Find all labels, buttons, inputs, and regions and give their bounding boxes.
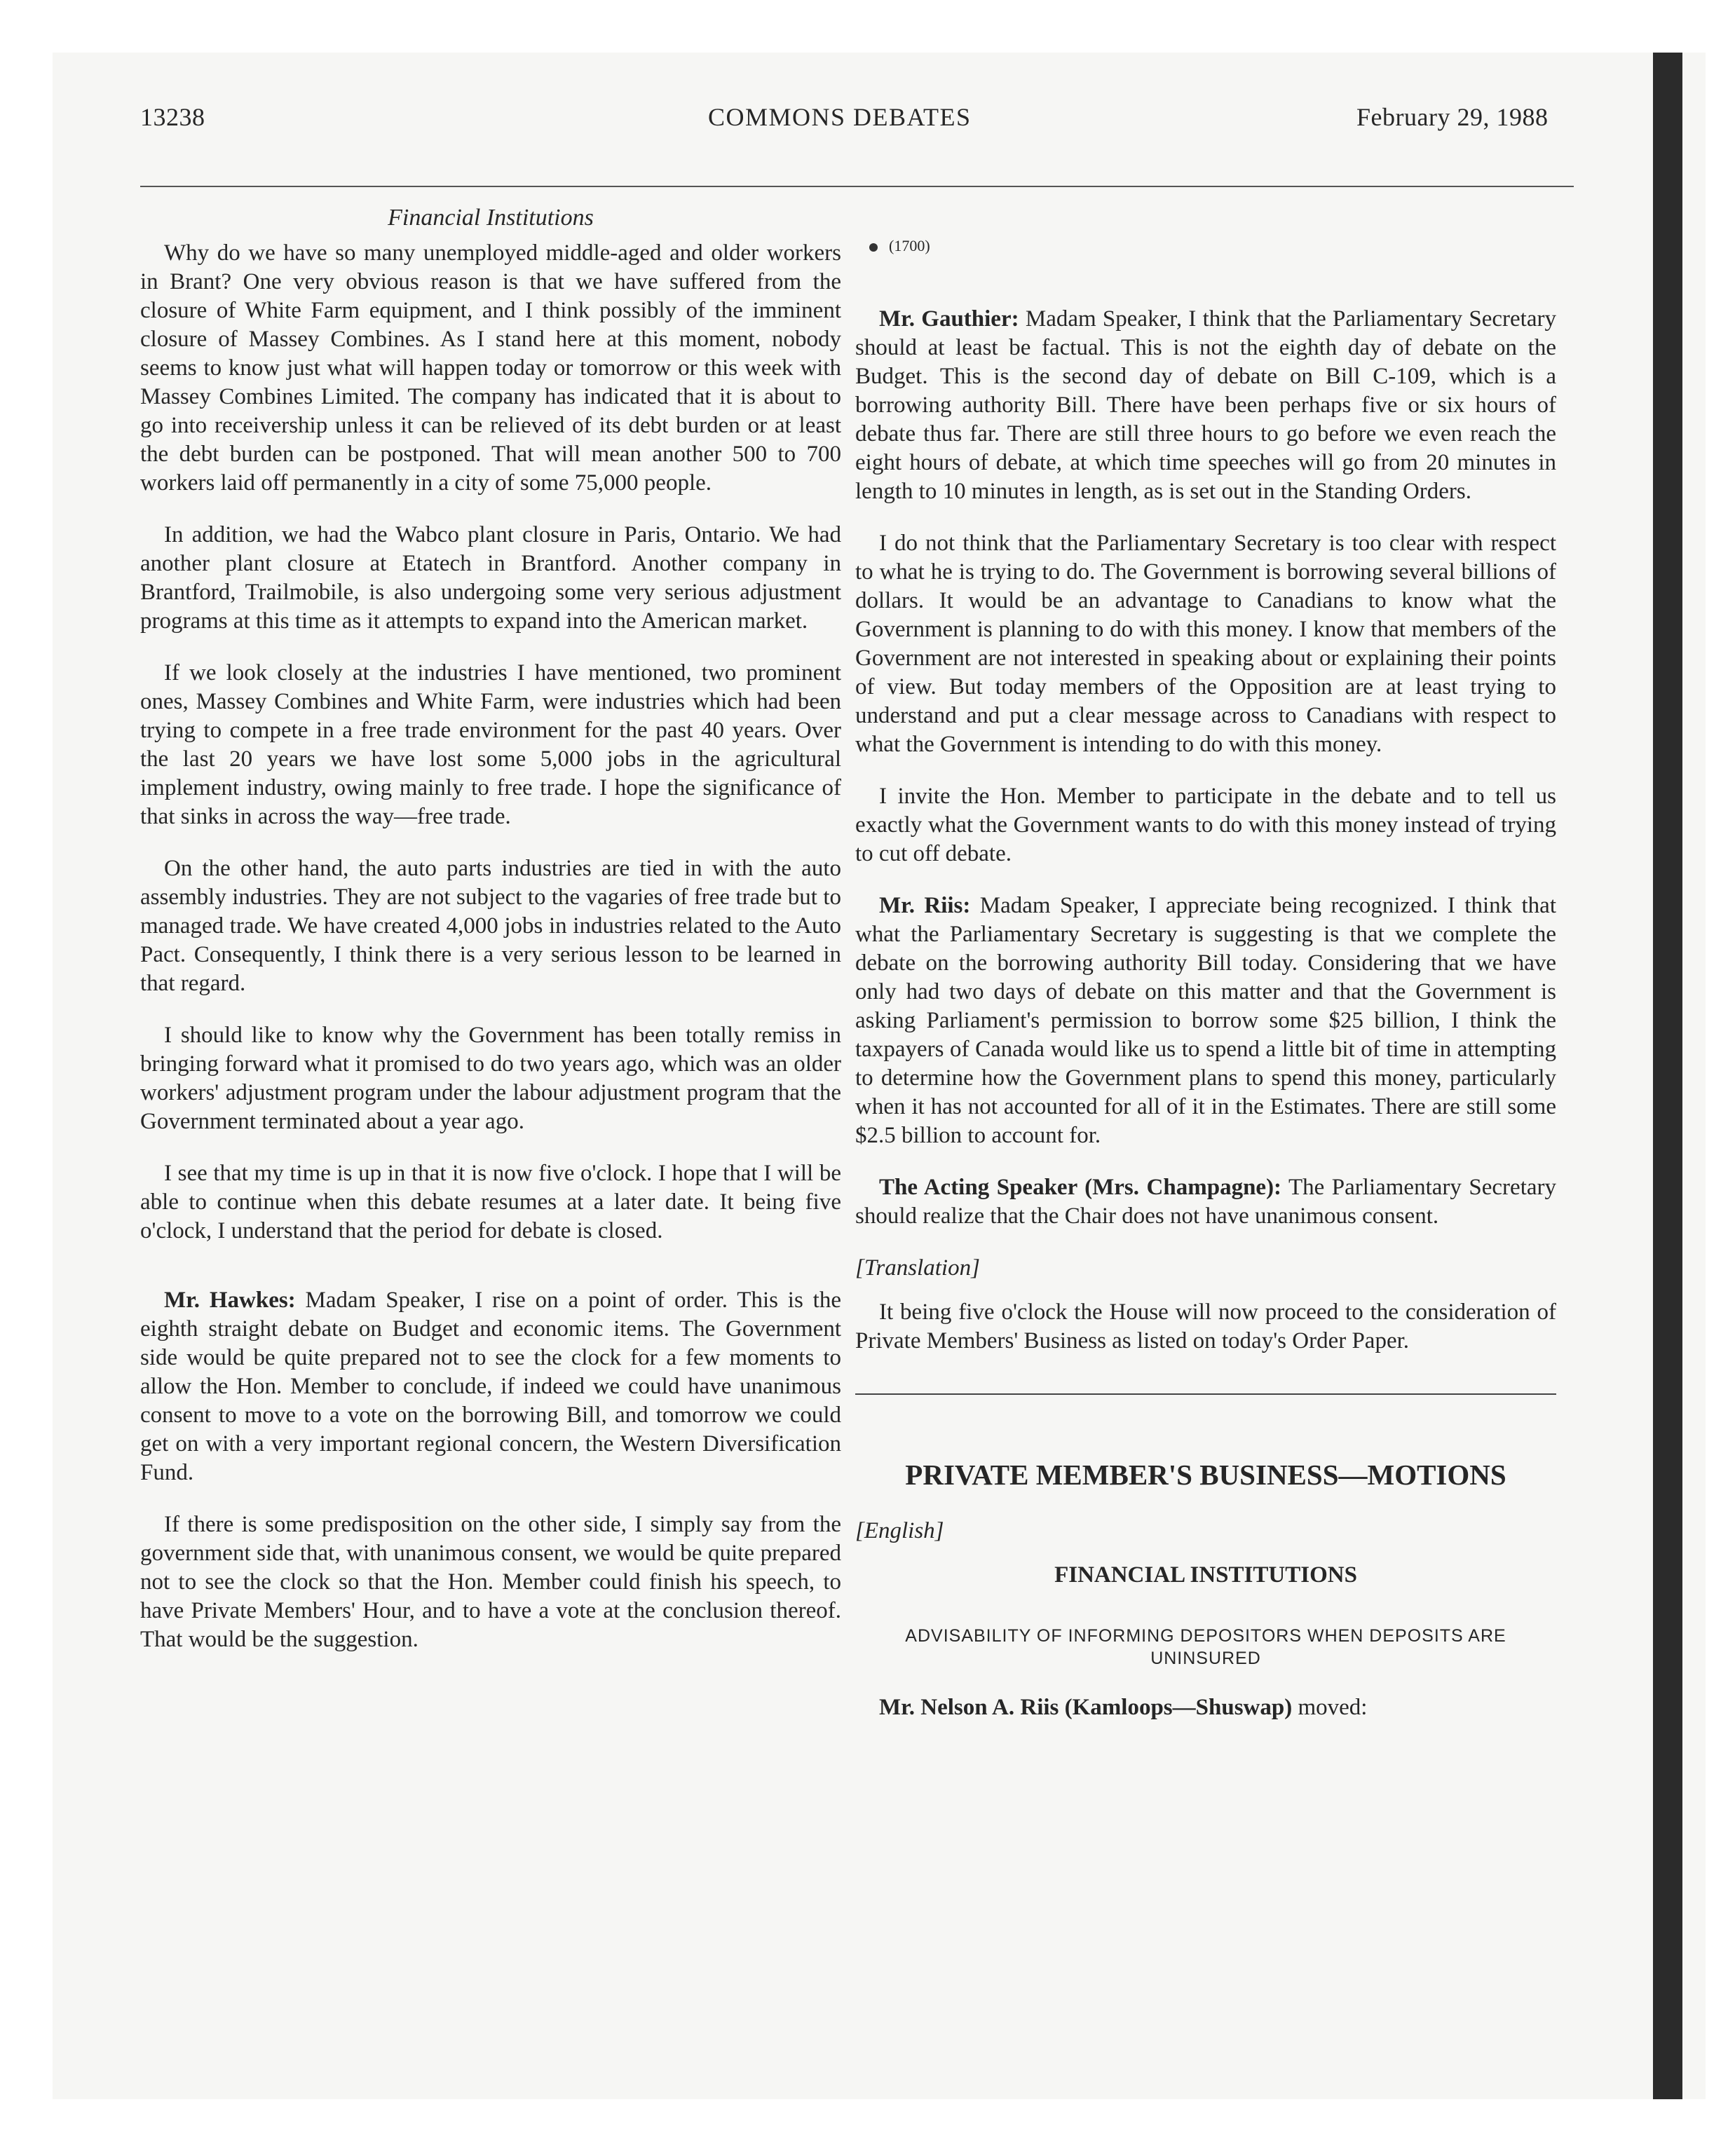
speech-paragraph: [855, 305, 1556, 506]
speaker-name: Mr. Nelson A. Riis (Kamloops—Shuswap): [879, 1695, 1293, 1720]
speech-text: Madam Speaker, I think that the Parliamentary Secretary should at least be factual. This is not the eighth day of debate on the Budget. This is the second day of debate on Bill C-109, which is a borrowing authority Bill. There have been perhaps five or six hours of debate thus far. There are still three hours to go before we even reach the eight hours of debate, at which time speeches will go from 20 minutes in length to 10 minutes in length, as is set out in the Standing Orders.: [855, 306, 1556, 504]
bullet-icon: [869, 243, 878, 252]
speech-text: The Parliamentary Secretary should realize that the Chair does not have unanimous consent.: [855, 1175, 1556, 1229]
page-date: February 29, 1988: [1356, 103, 1549, 131]
speaker-name: Mr. Riis:: [879, 893, 971, 918]
paragraph: Why do we have so many unemployed middle-aged and older workers in Brant? One very obvious reason is that we have suffered from the closure of White Farm equipment, and I think possibly of the imminent closure of Massey Combines. As I stand here at this moment, nobody seems to know just what will happen today or tomorrow or this week with Massey Combines Limited. The company has indicated that it is about to go into receivership unless it can be relieved of its debt burden or at least the debt burden can be postponed. That will mean another 500 to 700 workers laid off permanently in a city of some 75,000 people.: [140, 240, 841, 496]
business-heading: PRIVATE MEMBER'S BUSINESS—MOTIONS: [905, 1459, 1506, 1491]
left-column: [140, 203, 841, 1677]
language-marker: [English]: [855, 1518, 944, 1543]
speech-text: Madam Speaker, I rise on a point of order. This is the eighth straight debate on Budget and economic items. The Government side would be quite prepared not to see the clock for a few moments to allow the Hon. Member to conclude, if indeed we could have unanimous consent to move to a vote on the borrowing Bill, and tomorrow we could get on with a very important regional concern, the Western Diversification Fund.: [140, 1288, 841, 1485]
paragraph: On the other hand, the auto parts industries are tied in with the auto assembly industries. They are not subject to the vagaries of free trade but to managed trade. We have created 4,000 jobs in industries related to the Auto Pact. Consequently, I think there is a very serious lesson to be learned in that regard.: [140, 856, 841, 996]
motion-title: ADVISABILITY OF INFORMING DEPOSITORS WHEN DEPOSITS ARE UNINSURED: [905, 1626, 1506, 1668]
paragraph: In addition, we had the Wabco plant closure in Paris, Ontario. We had another plant closure at Etatech in Brantford. Another company in Brantford, Trailmobile, is also undergoing some very serious adjustment programs at this time as it attempts to expand into the American market.: [140, 522, 841, 634]
right-column: [855, 203, 1556, 1745]
timestamp-text: (1700): [889, 237, 930, 254]
paragraph: I should like to know why the Government has been totally remiss in bringing forward what it promised to do two years ago, which was an older workers' adjustment program under the labour adjustment program that the Government terminated about a year ago.: [140, 1023, 841, 1134]
timestamp: [869, 231, 1556, 260]
paragraph: It being five o'clock the House will now proceed to the consideration of Private Members' Business as listed on today's Order Paper.: [855, 1299, 1556, 1353]
subject-heading: FINANCIAL INSTITUTIONS: [1054, 1562, 1357, 1588]
paragraph: If we look closely at the industries I have mentioned, two prominent ones, Massey Combines and White Farm, were industries which had been trying to compete in a free trade environment for the past 40 years. Over the last 20 years we have lost some 5,000 jobs in the agricultural implement industry, owing mainly to free trade. I hope the significance of that sinks in across the way—free trade.: [140, 660, 841, 829]
translation-marker: [Translation]: [855, 1255, 980, 1281]
speech-paragraph: [855, 1173, 1556, 1231]
binding-edge: [1653, 53, 1682, 2099]
paragraph: I invite the Hon. Member to participate in the debate and to tell us exactly what the Government wants to do with this money instead of trying to cut off debate.: [855, 784, 1556, 866]
moved-text: moved:: [1292, 1695, 1368, 1720]
section-heading: Financial Institutions: [388, 205, 594, 231]
paragraph: If there is some predisposition on the other side, I simply say from the government side that, with unanimous consent, we would be quite prepared not to see the clock so that the Hon. Member could finish his speech, to have Private Members' Hour, and to have a vote at the conclusion thereof. That would be the suggestion.: [140, 1512, 841, 1652]
speaker-name: The Acting Speaker (Mrs. Champagne):: [879, 1175, 1282, 1200]
speech-text: Madam Speaker, I appreciate being recognized. I think that what the Parliamentary Secretary is suggesting is that we complete the debate on the borrowing authority Bill today. Considering that we have only had two days of debate on this matter and that the Government is asking Parliament's permission to borrow some $25 billion, I think the taxpayers of Canada would like us to spend a little bit of time in attempting to determine how the Government plans to spend this money, particularly when it has not accounted for all of it in the Estimates. There are still some $2.5 billion to account for.: [855, 893, 1556, 1148]
section-rule: [855, 1393, 1556, 1395]
publication-title: COMMONS DEBATES: [708, 103, 972, 131]
paragraph: I do not think that the Parliamentary Secretary is too clear with respect to what he is trying to do. The Government is borrowing several billions of dollars. It would be an advantage to Canadians to know what the Government is planning to do with this money. I know that members of the Government are not interested in speaking about or explaining their points of view. But today members of the Opposition are at least trying to understand and put a clear message across to Canadians with respect to what the Government is intending to do with this money.: [855, 531, 1556, 757]
header-rule: [140, 186, 1574, 187]
speaker-name: Mr. Gauthier:: [879, 306, 1019, 332]
paragraph: I see that my time is up in that it is now five o'clock. I hope that I will be able to continue when this debate resumes at a later date. It being five o'clock, I understand that the period for debate is closed.: [140, 1161, 841, 1243]
speech-paragraph: [140, 1286, 841, 1487]
page-number: 13238: [140, 103, 205, 131]
moved-line: [855, 1693, 1556, 1722]
speech-paragraph: [855, 892, 1556, 1150]
speaker-name: Mr. Hawkes:: [164, 1288, 296, 1313]
